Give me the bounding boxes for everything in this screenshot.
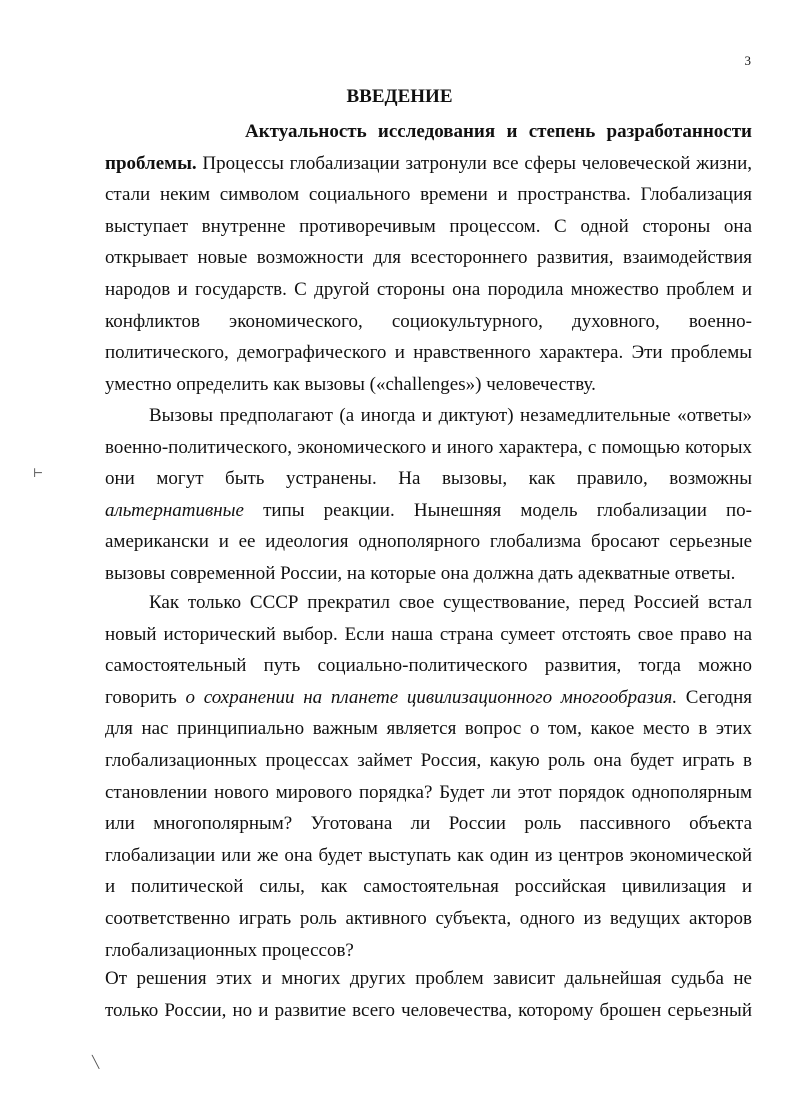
text-line: вызовы современной России, на которые она должна дать адекватные ответы.: [105, 562, 736, 584]
text-line: только России, но и развитие всего человечества, которому брошен серьезный: [105, 999, 752, 1021]
text-line: новый исторический выбор. Если наша страна сумеет отстоять свое право на: [105, 623, 752, 645]
heading-bold: проблемы.: [105, 152, 197, 174]
paragraph-1: [105, 116, 752, 400]
text-line: становлении нового мирового порядка? Будет ли этот порядок однополярным: [105, 781, 752, 803]
page-number: 3: [744, 53, 751, 68]
text-line: уместно определить как вызовы («challenges») человечеству.: [105, 373, 596, 395]
text-line: глобализации или же она будет выступать как один из центров экономической: [105, 844, 752, 866]
text-line: американски и ее идеология однополярного глобализма бросают серьезные: [105, 531, 752, 553]
text-line: Как только СССР прекратил свое существование, перед Россией встал: [149, 592, 752, 613]
paragraph-2: [105, 400, 752, 590]
text-line: [105, 116, 752, 148]
text-line: народов и государств. С другой стороны она породила множество проблем и: [105, 278, 752, 300]
margin-mark-icon: ╲: [92, 1055, 100, 1069]
text-line: глобализационных процессах займет Россия, какую роль она будет играть в: [105, 749, 752, 771]
text-line: самостоятельный путь социально-политического развития, тогда можно: [105, 655, 752, 677]
text-line: для нас принципиально важным является вопрос о том, какое место в этих: [105, 718, 752, 740]
italic-term: альтернативные: [105, 499, 244, 521]
text-line: глобализационных процессов?: [105, 939, 354, 961]
text-line: альтернативные типы реакции. Нынешняя модель глобализации по-: [105, 499, 752, 521]
paragraph-3: [105, 587, 752, 966]
text-line: проблемы. Процессы глобализации затронули все сферы человеческой жизни,: [105, 152, 752, 174]
text-line: говорить о сохранении на планете цивилизационного многообразия. Сегодня: [105, 686, 752, 708]
text-line: От решения этих и многих других проблем зависит дальнейшая судьба не: [105, 968, 752, 989]
text-line: конфликтов экономического, социокультурного, духовного, военно-: [105, 310, 752, 332]
text-line: политического, демографического и нравственного характера. Эти проблемы: [105, 342, 752, 364]
margin-mark-icon: ⊢: [33, 466, 44, 480]
text-line: соответственно играть роль активного субъекта, одного из ведущих акторов: [105, 907, 752, 929]
text-line: или многополярным? Уготована ли России роль пассивного объекта: [105, 813, 752, 835]
text-line: выступает внутренне противоречивым процессом. С одной стороны она: [105, 215, 752, 237]
text-line: и политической силы, как самостоятельная российская цивилизация и: [105, 876, 752, 898]
heading-bold: Актуальность исследования и степень разработанности: [245, 121, 752, 142]
text-line: Вызовы предполагают (а иногда и диктуют) незамедлительные «ответы»: [149, 405, 752, 426]
text-line: открывает новые возможности для всестороннего развития, взаимодействия: [105, 247, 752, 269]
text-line: они могут быть устранены. На вызовы, как правило, возможны: [105, 468, 752, 490]
text-line: военно-политического, экономического и иного характера, с помощью которых: [105, 436, 752, 458]
paragraph-4: [105, 963, 752, 1026]
page-title: ВВЕДЕНИЕ: [346, 86, 453, 107]
text-line: стали неким символом социального времени и пространства. Глобализация: [105, 184, 752, 206]
italic-phrase: о сохранении на планете цивилизационного многообразия.: [185, 686, 678, 708]
